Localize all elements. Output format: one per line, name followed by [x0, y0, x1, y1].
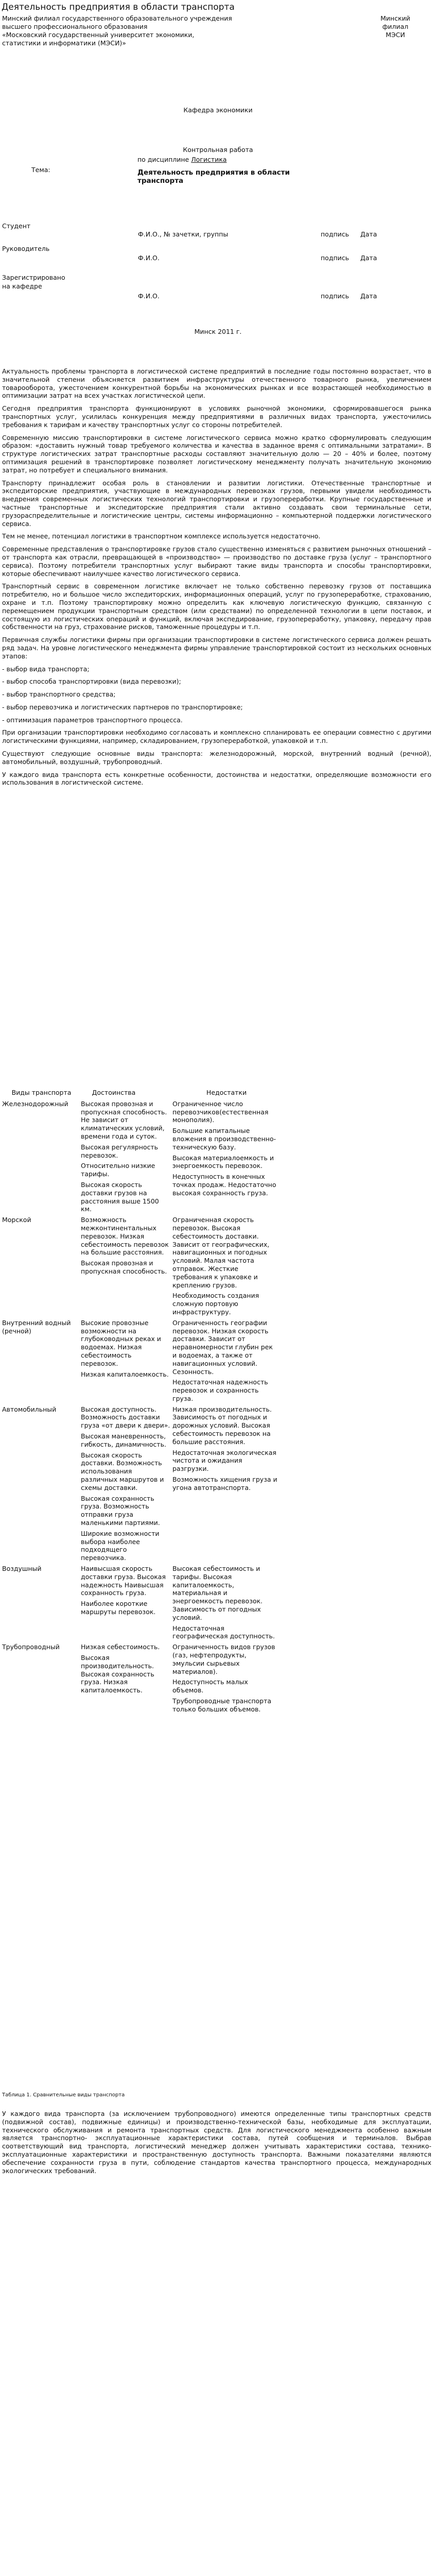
- table-header: Недостатки: [206, 1089, 247, 1096]
- intro-section: [2, 367, 431, 791]
- paragraph: Сегодня предприятия транспорта функционируют в условиях рыночной экономики, сформировавшегося рынка транспортных услуг, усилилась конкуренция между предприятиями в различных видах транспорта, ужесточились требования к тарифам и качеству транспортных услуг со стороны потребителей.: [2, 404, 431, 429]
- transport-pros: Высокие провозные возможности на глубоководных реках и водоемах. Низкая себестоимость перевозок. Низкая капиталоемкость.: [81, 1318, 169, 1378]
- signature-label-registered: Зарегистрировано: [2, 274, 65, 281]
- step-item: - выбор перевозчика и логистических партнеров по транспортировке;: [2, 703, 243, 711]
- step-item: - оптимизация параметров транспортного процесса.: [2, 716, 183, 724]
- table-row: [2, 1100, 431, 1216]
- paragraph: Современные представления о транспортировке грузов стало существенно изменяться с развитием рыночных отношений – от транспорта как отрасли, превращающей в «производство» — производство по доставке груза (услуг – транспортного сервиса). Поэтому потребители транспортных услуг выбирают такие виды транспорта и способы транспортировки, которые обеспечивают наилучшее качество логистического сервиса.: [2, 545, 431, 578]
- transport-pros: Наивысшая скорость доставки груза. Высокая надежность Наивысшая сохранность груза. Наиболее короткие маршруты перевозок.: [81, 1565, 166, 1616]
- transport-pros: Высокая провозная и пропускная способность. Не зависит от климатических условий, времени года и суток. Высокая регулярность перевозок. Относительно низкие тарифы. Высокая скорость доставки грузов на расстояния выше 1500 км.: [81, 1099, 167, 1213]
- signature-name-col: Ф.И.О.: [138, 254, 160, 262]
- signature-label-student: Студент: [2, 222, 31, 230]
- signature-date-col: Дата: [360, 292, 377, 300]
- institution-short-name: Минский филиал МЭСИ: [380, 14, 410, 39]
- paragraph: У каждого вида транспорта есть конкретные особенности, достоинства и недостатки, определяющие возможности его использования в логистической системе.: [2, 770, 431, 787]
- table-row: [2, 1216, 431, 1319]
- transport-type: Воздушный: [2, 1565, 42, 1573]
- table-row: [2, 1565, 431, 1643]
- transport-cons: Ограниченная скорость перевозок. Высокая себестоимость доставки. Зависит от географических, навигационных и погодных условий. Малая частота отправок. Жесткие требования к упаковке и креплению грузов. Необходимость создания сложную портовую инфраструктуру.: [172, 1216, 270, 1316]
- paragraph: Существуют следующие основные виды транспорта: железнодорожный, морской, внутренний водный (речной), автомобильный, воздушный, трубопроводный.: [2, 750, 431, 766]
- closing-section: [2, 2110, 431, 2179]
- department-name: Кафедра экономики: [183, 106, 253, 114]
- table-row: [2, 1405, 431, 1565]
- transport-type: Железнодорожный: [2, 1099, 68, 1108]
- paragraph: Первичная службы логистики фирмы при организации транспортировки в системе логистического сервиса должен решать ряд задач. На уровне логистического менеджмента фирмы управление транспортировкой состоит из нескольких основных этапов:: [2, 636, 431, 660]
- institution-line: Минский филиал государственного образовательного учреждения: [2, 14, 232, 22]
- transport-type: Внутренний водный (речной): [2, 1318, 71, 1335]
- institution-block: [2, 14, 290, 47]
- city-year: Минск 2011 г.: [194, 328, 242, 335]
- step-item: - выбор вида транспорта;: [2, 665, 90, 673]
- transport-pros: Возможность межконтинентальных перевозок. Низкая себестоимость перевозок на большие расстояния. Высокая провозная и пропускная способность.: [81, 1216, 169, 1275]
- institution-line: статистики и информатики (МЭСИ)»: [2, 39, 126, 47]
- transport-cons: Ограниченность географии перевозок. Низкая скорость доставки. Зависит от неравномерности глубин рек и водоемах, а также от навигационных условий. Сезонность. Недостаточная надежность перевозок и сохранность груза.: [172, 1318, 273, 1402]
- topic-title: Деятельность предприятия в области транспорта: [137, 168, 290, 185]
- discipline-name: Логистика: [191, 156, 227, 163]
- transport-cons: Низкая производительность. Зависимость от погодных и дорожных условий. Высокая себестоимость перевозок на большие расстояния. Недостаточная экологическая чистота и ожидания разгрузки. Возможность хищения груза и угона автотранспорта.: [172, 1405, 277, 1492]
- signature-sign-col: подпись: [321, 230, 349, 238]
- paragraph: Актуальность проблемы транспорта в логистической системе предприятий в последние годы постоянно возрастает, что в значительной степени объясняется развитием инфраструктуры отечественного товарного рынка, увеличением товарооборота, ужесточением конкурентной борьбы на экономических рынках и все возрастающей необходимостью в оптимизации затрат на всех участках логистической цепи.: [2, 367, 431, 400]
- signature-name-col: Ф.И.О., № зачетки, группы: [138, 230, 229, 238]
- institution-line: высшего профессионального образования: [2, 23, 148, 30]
- paragraph: Современную миссию транспортировки в системе логистического сервиса можно кратко сформулировать следующим образом: «доставить нужный товар требуемого количества и качества в заданное время с оптимальными затратами». В структуре логистических затрат транспортные расходы составляют значительную долю — 20 – 40% и более, поэтому оптимизация решений в транспортировке позволяет логистическому менеджменту получать значительную экономию затрат, но потребует и специального внимания.: [2, 433, 431, 474]
- discipline-line: [137, 155, 226, 164]
- paragraph: Тем не менее, потенциал логистики в транспортном комплексе используется недостаточно.: [2, 532, 321, 540]
- transport-type: Трубопроводный: [2, 1643, 60, 1651]
- transport-pros: Высокая доступность. Возможность доставки груза «от двери к двери». Высокая маневренность, гибкость, динамичность. Высокая скорость доставки. Возможность использования различных маршрутов и схемы доставки. Высокая сохранность груза. Возможность отправки груза маленькими партиями. Широкие возможности выбора наиболее подходящего перевозчика.: [81, 1405, 170, 1562]
- transport-cons: Высокая себестоимость и тарифы. Высокая капиталоемкость, материальная и энергоемкость перевозок. Зависимость от погодных условий. Недостаточная географическая доступность.: [172, 1565, 275, 1640]
- table-row: [2, 1319, 431, 1405]
- signature-sign-col: подпись: [321, 292, 349, 300]
- transport-type: Автомобильный: [2, 1405, 57, 1413]
- table-header-row: [2, 1088, 431, 1100]
- transport-comparison-table: [2, 1088, 431, 1716]
- step-item: - выбор транспортного средства;: [2, 690, 116, 699]
- table-header: Достоинства: [92, 1089, 136, 1096]
- step-item: - выбор способа транспортировки (вида перевозки);: [2, 677, 181, 686]
- work-heading: Контрольная работа: [183, 146, 253, 154]
- topic-label: Тема:: [31, 166, 50, 174]
- signature-label-department: на кафедре: [2, 282, 42, 290]
- document-title: Деятельность предприятия в области транспорта: [2, 2, 235, 12]
- signature-name-col: Ф.И.О.: [138, 292, 160, 300]
- institution-line: «Московский государственный университет экономики,: [2, 31, 195, 39]
- transport-type: Морской: [2, 1216, 31, 1224]
- paragraph: У каждого вида транспорта (за исключением трубопроводного) имеются определенные типы транспортных средств (подвижной состав), подвижные единицы) и производственно-технической базы, необходимые для эксплуатации, технического обслуживания и ремонта транспортных средств. Для логистического менеджмента особенно важным является транспортно- эксплуатационные характеристики состава, путей сообщения и терминалов. Выбрав соответствующий вид транспорта, логистический менеджер должен учитывать характеристики состава, технико- эксплуатационные характеристики и пространственную доступность транспорта. Важными показателями являются обеспечение сохранности груза в пути, соблюдение стандартов качества транспортного процесса, международных экологических требований.: [2, 2110, 431, 2175]
- transport-pros: Низкая себестоимость. Высокая производительность. Высокая сохранность груза. Низкая капиталоемкость.: [81, 1643, 160, 1694]
- discipline-prefix: по дисциплине: [137, 156, 189, 163]
- signature-label-supervisor: Руководитель: [2, 245, 50, 252]
- signature-sign-col: подпись: [321, 254, 349, 262]
- transport-cons: Ограниченное число перевозчиков(естественная монополия). Большие капитальные вложения в производственно-техническую базу. Высокая материалоемкость и энергоемкость перевозок. Недоступность в конечных точках продаж. Недостаточно высокая сохранность груза.: [172, 1099, 276, 1197]
- signature-date-col: Дата: [360, 230, 377, 238]
- table-caption: Таблица 1. Сравнительные виды транспорта: [2, 2092, 125, 2098]
- paragraph: Транспортный сервис в современном логистике включает не только собственно перевозку грузов от поставщика потребителю, но и большое число экспедиторских, информационных операций, услуг по грузопереработке, страхованию, охране и т.п. Поэтому транспортировку можно определить как ключевую логистическую функцию, связанную с перемещением продукции транспортным средством (или средствами) по определенной технологии в цепи поставок, и состоящую из логистических операций и функций, включая экспедирование, грузопереработку, упаковку, передачу прав собственности на груз, страхование рисков, таможенные процедуры и т.п.: [2, 582, 431, 631]
- paragraph: Транспорту принадлежит особая роль в становлении и развитии логистики. Отечественные транспортные и экспедиторские предприятия, участвующие в международных перевозках грузов, первыми увидели необходимость внедрения современных логистических технологий транспортировки и грузопереработки. Крупные государственные и частные транспортные и экспедиторские предприятия стали активно создавать свои терминальные сети, грузораспределительные и логистические центры, системы информационно – компьютерной поддержки логистического сервиса.: [2, 479, 431, 528]
- table-header: Виды транспорта: [11, 1089, 72, 1096]
- signature-date-col: Дата: [360, 254, 377, 262]
- table-row: [2, 1643, 431, 1716]
- transport-cons: Ограниченность видов грузов (газ, нефтепродукты, эмульсии сырьевых материалов). Недоступность малых объемов. Трубопроводные транспорта только больших объемов.: [172, 1643, 275, 1713]
- paragraph: При организации транспортировки необходимо согласовать и комплексно спланировать ее операции совместно с другими логистическими функциями, например, складированием, грузопереработкой, упаковкой и т.п.: [2, 728, 431, 745]
